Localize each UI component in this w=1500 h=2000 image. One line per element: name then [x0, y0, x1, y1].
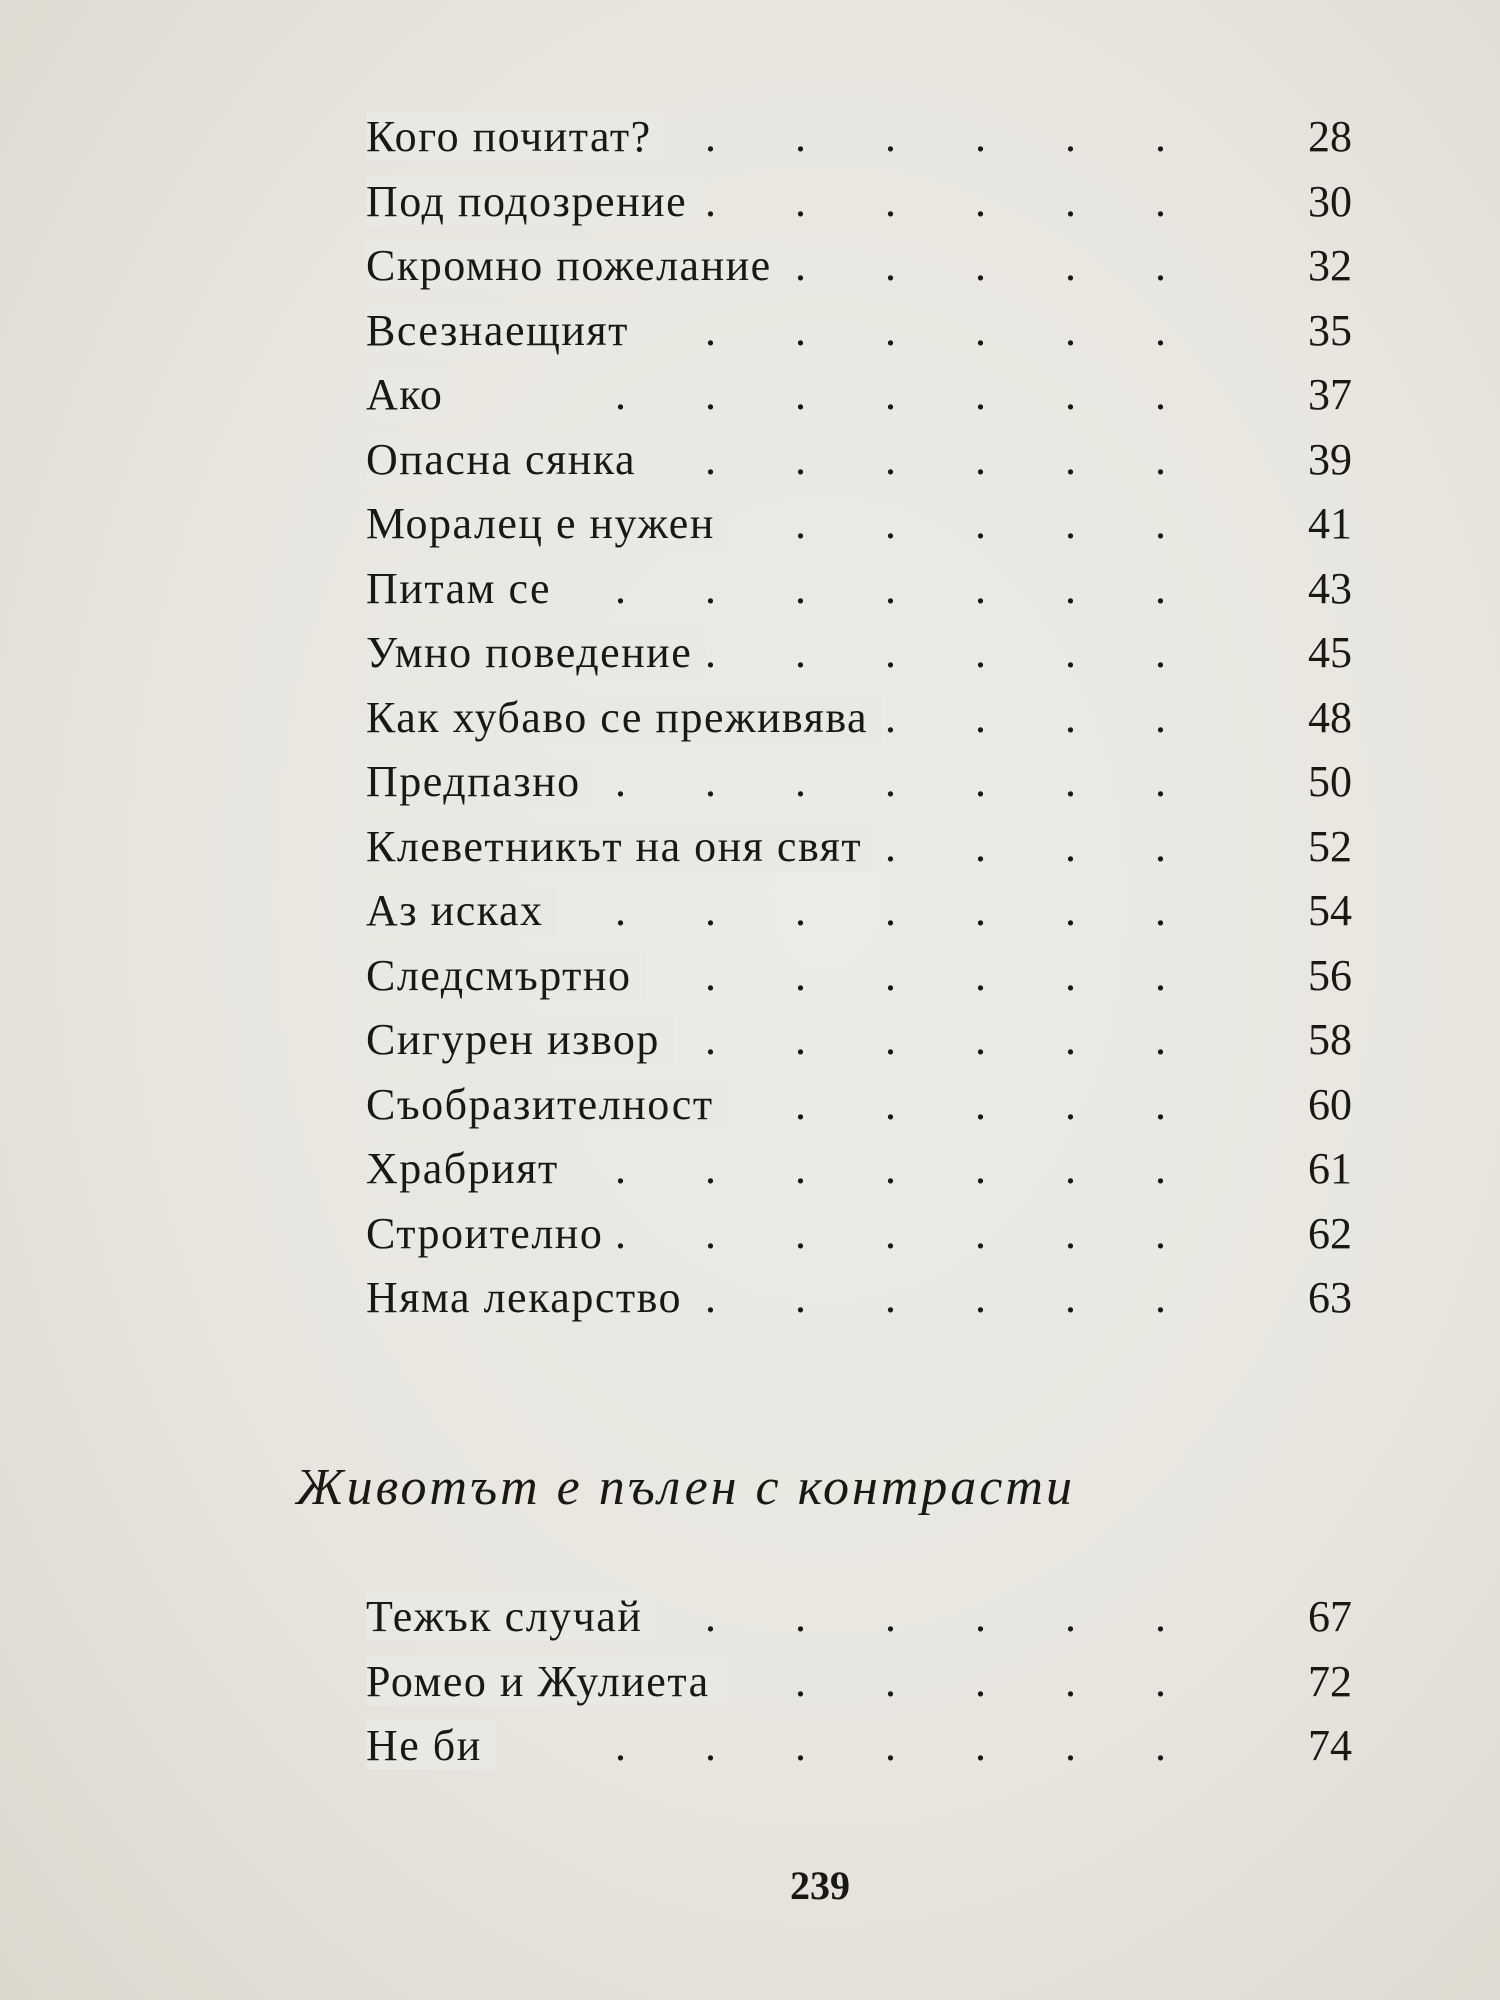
toc-entry [0, 1073, 1500, 1138]
entry-page-number: 32 [1308, 241, 1352, 290]
toc-entry [0, 815, 1500, 880]
leader-dots [600, 944, 1200, 1008]
entry-title: Съобразителност [366, 1080, 728, 1129]
entry-title: Питам се [366, 564, 565, 613]
entry-title: Няма лекарство [366, 1273, 696, 1322]
entry-title: Строително [366, 1209, 617, 1258]
entry-page-number: 52 [1308, 821, 1352, 871]
section-heading: Животът е пълен с контрасти [296, 1459, 1075, 1516]
entry-page-number: 35 [1308, 305, 1352, 355]
entry-page-number: 72 [1308, 1656, 1352, 1706]
entry-title: Скромно пожелание [366, 241, 786, 290]
toc-entry [0, 1202, 1500, 1267]
entry-page-number: 37 [1308, 370, 1352, 419]
toc-entry [0, 428, 1500, 493]
entry-page-number: 63 [1308, 1273, 1352, 1322]
toc-entry [0, 944, 1500, 1009]
leader-dots [600, 750, 1200, 814]
toc-entry [0, 1585, 1500, 1650]
leader-dots [600, 428, 1200, 492]
entry-page-number: 58 [1308, 1015, 1352, 1064]
leader-dots [600, 1137, 1200, 1201]
leader-dots [600, 1585, 1200, 1649]
toc-entry [0, 621, 1500, 686]
entry-page-number: 39 [1308, 434, 1352, 484]
toc-entry [0, 1008, 1500, 1073]
entry-page-number: 50 [1308, 757, 1352, 806]
entry-page-number: 60 [1308, 1079, 1352, 1129]
entry-page-number: 61 [1308, 1144, 1352, 1193]
entry-page-number: 74 [1308, 1721, 1352, 1770]
toc-section-2 [0, 1585, 1500, 1779]
entry-page-number: 30 [1308, 176, 1352, 226]
entry-title: Умно поведение [366, 628, 706, 677]
leader-dots [600, 363, 1200, 427]
leader-dots [600, 1202, 1200, 1266]
entry-title: Всезнаещият [366, 306, 643, 355]
entry-page-number: 41 [1308, 499, 1352, 548]
entry-page-number: 48 [1308, 692, 1352, 742]
toc-entry [0, 105, 1500, 170]
toc-entry [0, 557, 1500, 622]
toc-entry [0, 492, 1500, 557]
toc-entry [0, 686, 1500, 751]
entry-title: Предпазно [366, 757, 595, 806]
page-number: 239 [790, 1863, 850, 1908]
entry-title: Моралец е нужен [366, 499, 729, 548]
entry-title: Аз исках [366, 886, 557, 935]
toc-entry [0, 879, 1500, 944]
entry-title: Сигурен извор [366, 1015, 674, 1064]
toc-entry [0, 234, 1500, 299]
entry-title: Клеветникът на оня свят [366, 822, 876, 871]
toc-entry [0, 1650, 1500, 1715]
toc-section-1 [0, 105, 1500, 1331]
entry-title: Ако [366, 370, 457, 419]
leader-dots [600, 105, 1200, 169]
toc-entry [0, 750, 1500, 815]
entry-title: Под подозрение [366, 177, 701, 226]
entry-page-number: 54 [1308, 886, 1352, 935]
leader-dots [600, 299, 1200, 363]
toc-entry [0, 170, 1500, 235]
toc-entry [0, 1137, 1500, 1202]
toc-entry [0, 1714, 1500, 1779]
entry-page-number: 56 [1308, 950, 1352, 1000]
leader-dots [600, 879, 1200, 943]
toc-entry [0, 1266, 1500, 1331]
toc-entry [0, 299, 1500, 364]
entry-page-number: 62 [1308, 1208, 1352, 1258]
leader-dots [600, 1714, 1200, 1778]
entry-title: Кого почитат? [366, 112, 666, 161]
entry-title: Не би [366, 1721, 496, 1770]
entry-title: Как хубаво се преживява [366, 693, 882, 742]
entry-title: Опасна сянка [366, 435, 650, 484]
entry-page-number: 67 [1308, 1592, 1352, 1641]
entry-title: Тежък случай [366, 1592, 656, 1641]
entry-title: Ромео и Жулиета [366, 1657, 724, 1706]
leader-dots [600, 557, 1200, 621]
entry-page-number: 28 [1308, 112, 1352, 161]
entry-page-number: 45 [1308, 628, 1352, 677]
entry-title: Следсмъртно [366, 951, 645, 1000]
toc-entry [0, 363, 1500, 428]
entry-page-number: 43 [1308, 563, 1352, 613]
leader-dots [600, 1008, 1200, 1072]
entry-title: Храбрият [366, 1144, 573, 1193]
